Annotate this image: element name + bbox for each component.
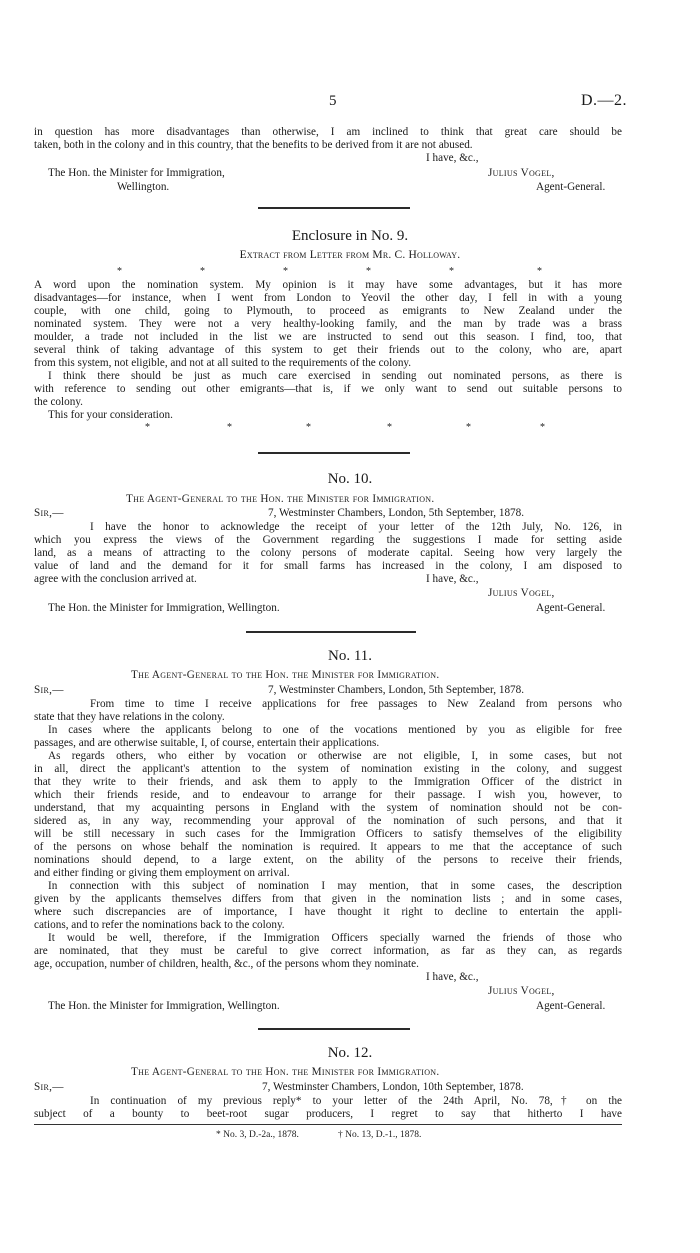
section-divider — [258, 1028, 410, 1030]
letter-heading: No. 11. — [327, 648, 373, 664]
star: * — [540, 422, 545, 433]
footnote: * No. 3, D.-2a., 1878. — [216, 1130, 299, 1140]
enclosure-line: the colony. — [34, 396, 83, 408]
enclosure-heading: Enclosure in No. 9. — [291, 228, 409, 244]
continuation-line: in question has more disadvantages than otherwise, I am inclined to think that great care should be — [34, 126, 622, 138]
enclosure-line: disadvantages—for instance, when I went from London to Yeovil the other day, I fell in with a young — [34, 292, 622, 304]
letter-route: The Agent-General to the Hon. the Minister for Immigration. — [131, 669, 440, 681]
letter-line: In cases where the applicants belong to one of the vocations mentioned by you as eligible for free — [48, 724, 622, 736]
section-divider — [258, 452, 410, 454]
section-divider — [246, 631, 416, 633]
enclosure-line: couple, with one child, going to Plymouth, to proceed as emigrants to New Zealand under the — [34, 305, 622, 317]
letter-line: which you express the views of the Government regarding the suggestions I made for setting aside — [34, 534, 622, 546]
signatory: Julius Vogel, — [488, 167, 555, 179]
enclosure-line: several think of taking advantage of this system to get their friends out to the colony, who are, apart — [34, 344, 622, 356]
salutation: Sir,— — [34, 507, 64, 519]
salutation: Sir,— — [34, 684, 64, 696]
letter-line: where such discrepancies are of importance, I have thought it right to decline to entertain the appli- — [34, 906, 622, 918]
addressee: The Hon. the Minister for Immigration, Wellington. — [48, 602, 280, 614]
closing: I have, &c., — [426, 573, 479, 585]
letter-route: The Agent-General to the Hon. the Minister for Immigration. — [131, 1066, 440, 1078]
signatory: Julius Vogel, — [488, 985, 555, 997]
star: * — [366, 266, 371, 277]
letter-line: passages, and are otherwise suitable, I, of course, entertain their applications. — [34, 737, 380, 749]
enclosure-line: nominated system. They were not a very healthy-looking family, and the man by trade was a brass — [34, 318, 622, 330]
star: * — [537, 266, 542, 277]
star: * — [117, 266, 122, 277]
continuation-line: taken, both in the colony and in this country, that the benefits to be derived from it are not abused. — [34, 139, 473, 151]
closing: I have, &c., — [426, 152, 479, 164]
enclosure-subheading: Extract from Letter from Mr. C. Holloway. — [239, 249, 461, 261]
letter-line: As regards others, who either by vocation or otherwise are not eligible, I, in some cases, but not — [48, 750, 622, 762]
star: * — [227, 422, 232, 433]
document-reference: D.—2. — [581, 92, 628, 109]
letter-line: age, occupation, number of children, health, &c., of the persons whom they nominate. — [34, 958, 419, 970]
sender-address: 7, Westminster Chambers, London, 10th September, 1878. — [262, 1081, 524, 1093]
addressee-place: Wellington. — [117, 181, 170, 193]
letter-line: that they write to their friends, and ask them to apply to the Immigration Officer of the district in — [34, 776, 622, 788]
section-divider — [258, 207, 410, 209]
enclosure-line: I think there should be just as much care exercised in sending out nominated persons, as there is — [48, 370, 622, 382]
letter-line: In continuation of my previous reply* to your letter of the 24th April, No. 78,† on the — [90, 1095, 622, 1107]
footnote-divider — [34, 1124, 622, 1125]
letter-line: It would be well, therefore, if the Immigration Officers specially warned the friends of those who — [48, 932, 622, 944]
letter-line: I have the honor to acknowledge the receipt of your letter of the 12th July, No. 126, in — [90, 521, 622, 533]
enclosure-line: moulder, a trade not included in the list we are instructed to send out this season. I find, too, that — [34, 331, 622, 343]
closing: I have, &c., — [426, 971, 479, 983]
letter-line: understand, that my acquainting persons in England with the system of nomination should not be con- — [34, 802, 622, 814]
letter-line: value of land and the demand for it for small farms has increased in the colony, I am disposed to — [34, 560, 622, 572]
letter-line: given by the applicants themselves differs from that given in the nomination lists ; and in some cases, — [34, 893, 622, 905]
letter-line: cations, and to refer the nominations back to the colony. — [34, 919, 285, 931]
star: * — [387, 422, 392, 433]
letter-line: and either finding or giving them employment on arrival. — [34, 867, 290, 879]
enclosure-line: with reference to sending out other emigrants—that is, if we only want to send out suitable persons to — [34, 383, 622, 395]
addressee: The Hon. the Minister for Immigration, — [48, 167, 225, 179]
letter-line: agree with the conclusion arrived at. — [34, 573, 197, 585]
signatory-title: Agent-General. — [536, 1000, 606, 1012]
star: * — [306, 422, 311, 433]
letter-line: state that they have relations in the colony. — [34, 711, 225, 723]
letter-line: In connection with this subject of nomination I may mention, that in some cases, the description — [48, 880, 622, 892]
star: * — [466, 422, 471, 433]
letter-heading: No. 10. — [327, 471, 373, 487]
letter-line: are nominated, that they must be careful to give correct information, as far as they can, as regards — [34, 945, 622, 957]
enclosure-line: from this system, not eligible, and not at all suited to the requirements of the colony. — [34, 357, 412, 369]
letter-route: The Agent-General to the Hon. the Minister for Immigration. — [126, 493, 435, 505]
enclosure-line: A word upon the nomination system. My opinion is it may have some advantages, but it has more — [34, 279, 622, 291]
star: * — [145, 422, 150, 433]
letter-line: which their friends reside, and to endeavour to arrange for their passage. I wish you, however, to — [34, 789, 622, 801]
letter-line: in all, direct the applicant's attention to the system of nomination existing in the colony, and suggest — [34, 763, 622, 775]
enclosure-line: This for your consideration. — [48, 409, 173, 421]
letter-line: nominations should depend, to a large extent, on the ability of the persons to receive their friends, — [34, 854, 622, 866]
star: * — [200, 266, 205, 277]
star: * — [283, 266, 288, 277]
letter-line: land, as a means of attracting to the colony persons of moderate capital. Seeing how very largely the — [34, 547, 622, 559]
signatory-title: Agent-General. — [536, 181, 606, 193]
letter-heading: No. 12. — [327, 1045, 373, 1061]
letter-line: of the persons on whose behalf the nomination is required. It appears to me that the acceptance of such — [34, 841, 622, 853]
signatory-title: Agent-General. — [536, 602, 606, 614]
footnote: † No. 13, D.-1., 1878. — [338, 1130, 422, 1140]
salutation: Sir,— — [34, 1081, 64, 1093]
letter-line: From time to time I receive applications for free passages to New Zealand from persons who — [90, 698, 622, 710]
star: * — [449, 266, 454, 277]
signatory: Julius Vogel, — [488, 587, 555, 599]
sender-address: 7, Westminster Chambers, London, 5th September, 1878. — [268, 507, 525, 519]
letter-line: subject of a bounty to beet-root sugar producers, I regret to say that hitherto I have — [34, 1108, 622, 1120]
letter-line: will be still necessary in such cases for the Immigration Officers to satisfy themselves of the eligibility — [34, 828, 622, 840]
letter-line: sidered as, in any way, recommending your approval of the nomination of such persons, and that it — [34, 815, 622, 827]
page-number: 5 — [329, 93, 337, 109]
sender-address: 7, Westminster Chambers, London, 5th September, 1878. — [268, 684, 525, 696]
addressee: The Hon. the Minister for Immigration, Wellington. — [48, 1000, 280, 1012]
